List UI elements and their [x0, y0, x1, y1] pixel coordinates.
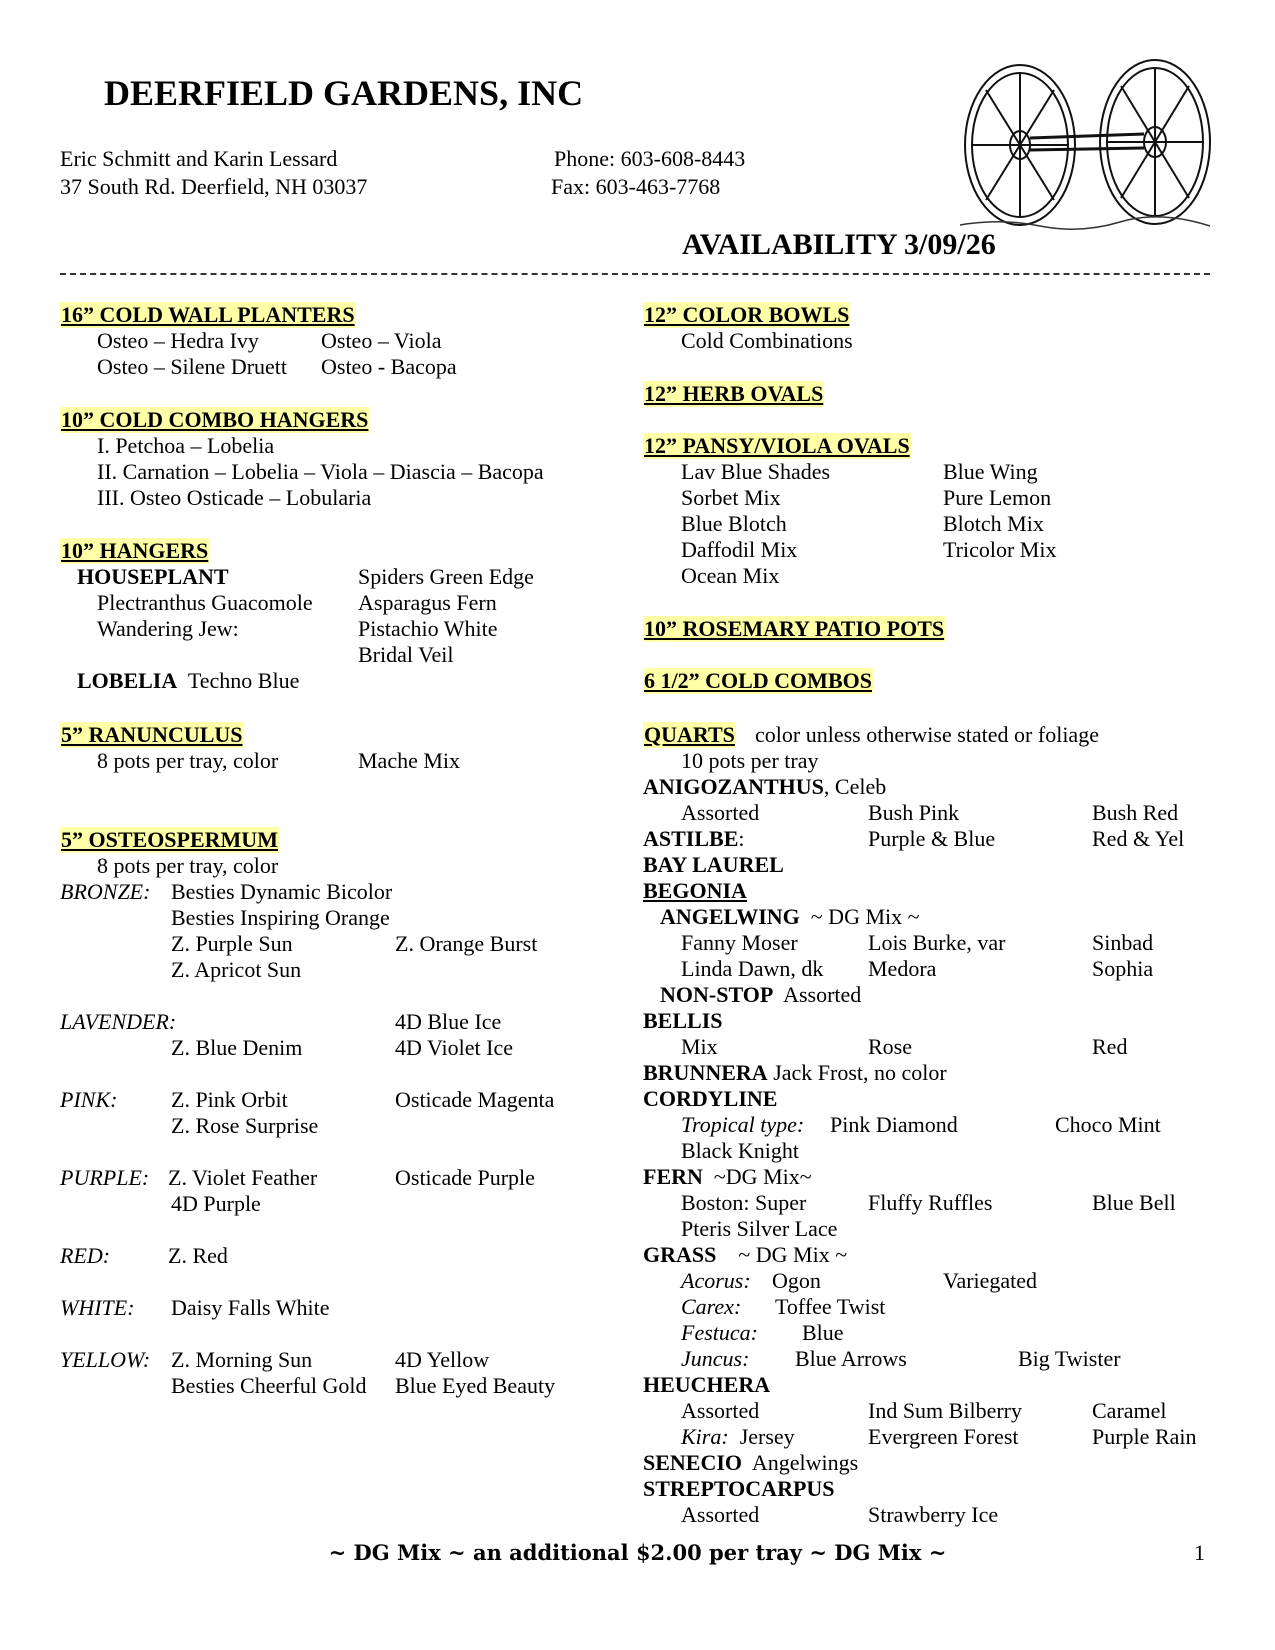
- grass-juncus-label: Juncus:: [681, 1346, 750, 1371]
- list-item: Sinbad: [1092, 930, 1154, 955]
- list-item: Variegated: [943, 1268, 1038, 1293]
- list-item: Blue Wing: [943, 459, 1038, 484]
- heading-herb-ovals: 12” HERB OVALS: [644, 381, 824, 406]
- lobelia-value: Techno Blue: [187, 668, 300, 693]
- list-item: Osticade Purple: [395, 1165, 535, 1190]
- list-item: Osteo – Viola: [321, 328, 442, 353]
- footer-note: ~ DG Mix ~ an additional $2.00 per tray ~ DG Mix ~: [328, 1540, 947, 1565]
- list-item: Tricolor Mix: [943, 537, 1057, 562]
- list-item: Purple Rain: [1092, 1424, 1197, 1449]
- list-item: Besties Inspiring Orange: [171, 905, 390, 930]
- plant-label: ANIGOZANTHUS: [643, 774, 824, 799]
- grass-carex-label: Carex:: [681, 1294, 742, 1319]
- color-label-lavender: LAVENDER:: [60, 1009, 177, 1034]
- list-item: Osticade Magenta: [395, 1087, 555, 1112]
- plant-streptocarpus: STREPTOCARPUS: [643, 1476, 835, 1501]
- list-item: Jersey: [739, 1424, 795, 1449]
- list-item: Z. Apricot Sun: [171, 957, 302, 982]
- list-item: II. Carnation – Lobelia – Viola – Diascia – Bacopa: [97, 459, 544, 484]
- plant-bay-laurel: BAY LAUREL: [643, 852, 784, 877]
- list-item: Z. Morning Sun: [171, 1347, 313, 1372]
- list-item: Z. Pink Orbit: [171, 1087, 288, 1112]
- list-item: Daffodil Mix: [681, 537, 798, 562]
- list-item: Assorted: [681, 800, 760, 825]
- plant-value: Jack Frost, no color: [773, 1060, 947, 1085]
- color-label-bronze: BRONZE:: [60, 879, 151, 904]
- heading-quarts: QUARTS: [644, 722, 735, 747]
- company-name: DEERFIELD GARDENS, INC: [104, 73, 584, 113]
- list-item: Assorted: [681, 1398, 760, 1423]
- color-label-purple: PURPLE:: [60, 1165, 150, 1190]
- list-item: Linda Dawn, dk: [681, 956, 824, 981]
- list-item: Sorbet Mix: [681, 485, 781, 510]
- plant-begonia: BEGONIA: [643, 878, 747, 903]
- list-item: Fanny Moser: [681, 930, 798, 955]
- list-item: Ocean Mix: [681, 563, 780, 588]
- heading-osteospermum: 5” OSTEOSPERMUM: [61, 827, 278, 852]
- list-item: Rose: [868, 1034, 912, 1059]
- list-item: Pteris Silver Lace: [681, 1216, 838, 1241]
- dg-mix-note: ~ DG Mix ~: [810, 904, 920, 929]
- list-item: Blotch Mix: [943, 511, 1044, 536]
- plant-brunnera: [643, 1060, 947, 1086]
- list-item: Osteo – Silene Druett: [97, 354, 288, 379]
- list-item: Black Knight: [681, 1138, 799, 1163]
- address: 37 South Rd. Deerfield, NH 03037: [60, 174, 368, 199]
- owners: Eric Schmitt and Karin Lessard: [60, 146, 338, 171]
- plant-suffix: , Celeb: [823, 774, 887, 799]
- color-label-red: RED:: [60, 1243, 111, 1268]
- plant-fern: [643, 1164, 812, 1190]
- phone: Phone: 603-608-8443: [554, 146, 746, 171]
- kira-label: Kira:: [681, 1424, 729, 1449]
- list-item: Z. Red: [168, 1243, 228, 1268]
- list-item: 4D Yellow: [395, 1347, 490, 1372]
- plant-value: Angelwings: [751, 1450, 859, 1475]
- list-item: Cold Combinations: [681, 328, 853, 353]
- list-item: Osteo – Hedra Ivy: [97, 328, 259, 353]
- list-item: III. Osteo Osticade – Lobularia: [97, 485, 372, 510]
- list-item: Strawberry Ice: [868, 1502, 999, 1527]
- begonia-angelwing: [660, 904, 920, 930]
- list-item: Spiders Green Edge: [358, 564, 534, 589]
- list-item: Plectranthus Guacomole: [97, 590, 313, 615]
- list-item: Besties Cheerful Gold: [171, 1373, 367, 1398]
- list-item: Lav Blue Shades: [681, 459, 831, 484]
- wagon-wheels-logo: [940, 50, 1220, 235]
- heading-cold-wall-planters: 16” COLD WALL PLANTERS: [61, 302, 355, 327]
- availability-date: AVAILABILITY 3/09/26: [682, 228, 996, 261]
- section-divider: [60, 273, 1210, 275]
- list-item: Evergreen Forest: [868, 1424, 1019, 1449]
- color-label-white: WHITE:: [60, 1295, 135, 1320]
- list-item: Bush Red: [1092, 800, 1179, 825]
- list-item: Osteo - Bacopa: [321, 354, 457, 379]
- list-item: Daisy Falls White: [171, 1295, 330, 1320]
- heuchera-kira: [681, 1424, 795, 1450]
- list-item: Fluffy Ruffles: [868, 1190, 993, 1215]
- heading-color-bowls: 12” COLOR BOWLS: [644, 302, 850, 327]
- list-item: Z. Orange Burst: [395, 931, 538, 956]
- list-item: Z. Blue Denim: [171, 1035, 303, 1060]
- list-item: Bush Pink: [868, 800, 960, 825]
- lobelia-label: LOBELIA: [77, 668, 178, 693]
- list-item: Red: [1092, 1034, 1128, 1059]
- heading-pansy-viola-ovals: 12” PANSY/VIOLA OVALS: [644, 433, 910, 458]
- plant-label: BRUNNERA: [643, 1060, 768, 1085]
- subheading-houseplant: HOUSEPLANT: [77, 564, 229, 589]
- list-item: Blue: [802, 1320, 844, 1345]
- list-item: 4D Violet Ice: [395, 1035, 514, 1060]
- list-item: Ind Sum Bilberry: [868, 1398, 1022, 1423]
- list-item: Mache Mix: [358, 748, 461, 773]
- list-item: 4D Blue Ice: [395, 1009, 502, 1034]
- list-item: Toffee Twist: [775, 1294, 886, 1319]
- plant-label: ASTILBE: [643, 826, 739, 851]
- heading-rosemary-patio-pots: 10” ROSEMARY PATIO POTS: [644, 616, 945, 641]
- list-item: Choco Mint: [1055, 1112, 1161, 1137]
- grass-acorus-label: Acorus:: [681, 1268, 751, 1293]
- plant-label: GRASS: [643, 1242, 717, 1267]
- list-item: Pistachio White: [358, 616, 498, 641]
- heading-cold-combos: 6 1/2” COLD COMBOS: [644, 668, 872, 693]
- plant-anigozanthus: [643, 774, 886, 800]
- dg-mix-note: ~ DG Mix ~: [738, 1242, 848, 1267]
- heading-ranunculus: 5” RANUNCULUS: [61, 722, 243, 747]
- list-item: 4D Purple: [171, 1191, 261, 1216]
- cordyline-type: Tropical type:: [681, 1112, 805, 1137]
- heading-hangers: 10” HANGERS: [61, 538, 209, 563]
- list-item: Medora: [868, 956, 937, 981]
- list-item: Purple & Blue: [868, 826, 996, 851]
- page-number: 1: [1194, 1540, 1205, 1565]
- grass-festuca-label: Festuca:: [681, 1320, 758, 1345]
- fax: Fax: 603-463-7768: [551, 174, 721, 199]
- note: 10 pots per tray: [681, 748, 819, 773]
- list-item: Big Twister: [1018, 1346, 1121, 1371]
- list-item: Boston: Super: [681, 1190, 807, 1215]
- list-item: Blue Arrows: [795, 1346, 907, 1371]
- list-item: Z. Purple Sun: [171, 931, 293, 956]
- list-item: Assorted: [681, 1502, 760, 1527]
- list-item: Blue Blotch: [681, 511, 787, 536]
- plant-heuchera: HEUCHERA: [643, 1372, 771, 1397]
- heading-cold-combo-hangers: 10” COLD COMBO HANGERS: [61, 407, 369, 432]
- list-item: Blue Bell: [1092, 1190, 1176, 1215]
- plant-label: FERN: [643, 1164, 703, 1189]
- list-item: Pure Lemon: [943, 485, 1052, 510]
- color-label-pink: PINK:: [60, 1087, 118, 1112]
- note: 8 pots per tray, color: [97, 853, 279, 878]
- list-item: Ogon: [772, 1268, 821, 1293]
- subheading-nonstop: NON-STOP: [660, 982, 774, 1007]
- list-item: Red & Yel: [1092, 826, 1185, 851]
- list-item: Sophia: [1092, 956, 1154, 981]
- plant-senecio: [643, 1450, 858, 1476]
- lobelia-line: [77, 668, 299, 694]
- nonstop-value: Assorted: [783, 982, 862, 1007]
- begonia-nonstop: [660, 982, 861, 1008]
- list-item: Caramel: [1092, 1398, 1167, 1423]
- list-item: Besties Dynamic Bicolor: [171, 879, 393, 904]
- plant-astilbe: [643, 826, 745, 852]
- list-item: I. Petchoa – Lobelia: [97, 433, 275, 458]
- quarts-subtitle: color unless otherwise stated or foliage: [755, 722, 1099, 747]
- plant-grass: [643, 1242, 847, 1268]
- color-label-yellow: YELLOW:: [60, 1347, 151, 1372]
- list-item: Asparagus Fern: [358, 590, 497, 615]
- list-item: Z. Rose Surprise: [171, 1113, 319, 1138]
- plant-suffix: :: [738, 826, 745, 851]
- subheading-angelwing: ANGELWING: [660, 904, 800, 929]
- list-item: Pink Diamond: [830, 1112, 958, 1137]
- list-item: Mix: [681, 1034, 718, 1059]
- list-item: Lois Burke, var: [868, 930, 1006, 955]
- list-item: Z. Violet Feather: [168, 1165, 318, 1190]
- list-item: Blue Eyed Beauty: [395, 1373, 556, 1398]
- plant-cordyline: CORDYLINE: [643, 1086, 778, 1111]
- plant-label: SENECIO: [643, 1450, 743, 1475]
- plant-bellis: BELLIS: [643, 1008, 723, 1033]
- note: 8 pots per tray, color: [97, 748, 279, 773]
- list-item: Wandering Jew:: [97, 616, 239, 641]
- dg-mix-note: ~DG Mix~: [713, 1164, 812, 1189]
- list-item: Bridal Veil: [358, 642, 454, 667]
